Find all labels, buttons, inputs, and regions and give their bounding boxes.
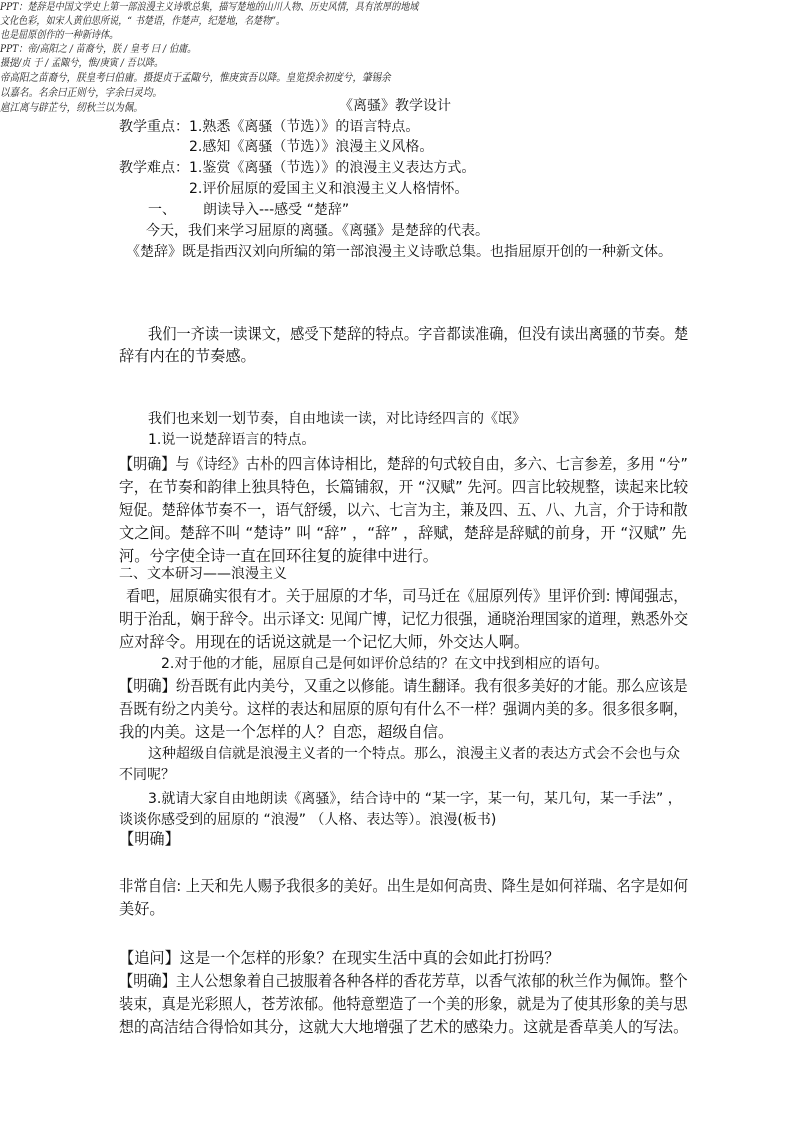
question: 1.说一说楚辞语言的特点。 — [148, 432, 316, 448]
focus-item-2: 2.感知《离骚（节选）》浪漫主义风格。 — [189, 139, 434, 155]
section-1-number: 一、 — [148, 202, 176, 218]
answer: 吾既有纷之内美兮。这样的表达和屈原的原句有什么不一样？强调内美的多。很多很多啊， — [119, 700, 688, 718]
poem-quote: 以嘉名。名余曰正则兮，字余曰灵均。 — [0, 86, 162, 99]
paragraph: 这种超级自信就是浪漫主义者的一个特点。那么，浪漫主义者的表达方式会不会也与众 — [148, 746, 680, 762]
ppt-note: 也是屈原创作的一种新诗体。 — [0, 29, 119, 41]
paragraph: 今天，我们来学习屈原的离骚。《离骚》是楚辞的代表。 — [146, 223, 489, 239]
paragraph: 应对辞令。用现在的话说这就是一个记忆大师，外交达人啊。 — [119, 633, 530, 651]
paragraph: 我们一齐读一读课文，感受下楚辞的特点。字音都读准确，但没有读出离骚的节奏。楚 — [148, 325, 689, 343]
ppt-rhythm: 摄提/贞 于 / 孟陬兮，惟/庚寅 / 吾以降。 — [0, 57, 164, 69]
paragraph: 辞有内在的节奏感。 — [119, 347, 256, 365]
section-2-title: 二、文本研习——浪漫主义 — [119, 566, 287, 582]
paragraph: 看吧，屈原确实很有才。关于屈原的才华，司马迁在《屈原列传》里评价到: 博闻强志， — [126, 587, 688, 605]
answer: 【明确】与《诗经》古朴的四言体诗相比，楚辞的句式较自由，多六、七言参差，多用 “兮” — [119, 455, 688, 473]
paragraph: 美好。 — [119, 900, 165, 918]
paragraph: 我们也来划一划节奏，自由地读一读，对比诗经四言的《氓》 — [148, 411, 526, 427]
ppt-note: 文化色彩，如宋人黄伯思所说，“ 书楚语，作楚声，纪楚地，名楚物”。 — [0, 15, 285, 27]
answer: 字，在节奏和韵律上独具特色，长篇铺叙，开 “汉赋” 先河。四言比较规整，读起来比较 — [119, 478, 689, 496]
answer: 【明确】纷吾既有此内美兮，又重之以修能。请生翻译。我有很多美好的才能。那么应该是 — [119, 677, 688, 695]
answer: 文之间。楚辞不叫 “楚诗” 叫 “辞” ，“辞” ，辞赋，楚辞是辞赋的前身，开 “汉赋” 先 — [119, 524, 687, 542]
difficulty-item-2: 2.评价屈原的爱国主义和浪漫主义人格情怀。 — [189, 181, 469, 197]
answer: 想的高洁结合得恰如其分，这就大大地增强了艺术的感染力。这就是香草美人的写法。 — [119, 1018, 689, 1036]
paragraph: 明于治乱，娴于辞令。出示译文: 见闻广博，记忆力很强，通晓治理国家的道理，熟悉外交 — [119, 610, 689, 628]
answer-label: 【明确】 — [119, 830, 180, 848]
question: 2.对于他的才能，屈原自己是何如评价总结的？在文中找到相应的语句。 — [161, 656, 609, 672]
ppt-rhythm: PPT：帝/高阳之 / 苗裔兮，朕 / 皇考 曰 / 伯庸。 — [0, 43, 197, 55]
ppt-note: PPT：楚辞是中国文学史上第一部浪漫主义诗歌总集，描写楚地的山川人物、历史风情，具有浓厚的地域 — [0, 1, 419, 13]
focus-label: 教学重点： — [119, 119, 189, 135]
answer: 短促。楚辞体节奏不一，语气舒缓，以六、七言为主，兼及四、五、八、九言，介于诗和散 — [119, 501, 688, 519]
question: 谈谈你感受到的屈原的 “浪漫” （人格、表达等）。浪漫(板书) — [119, 812, 497, 828]
paragraph: 不同呢？ — [119, 767, 175, 783]
follow-up-question: 【追问】这是一个怎样的形象？在现实生活中真的会如此打扮吗？ — [119, 949, 560, 967]
answer: 【明确】主人公想象着自己披服着各种各样的香花芳草，以香气浓郁的秋兰作为佩饰。整个 — [119, 972, 688, 990]
difficulty-label: 教学难点： — [119, 160, 189, 176]
doc-title: 《离骚》教学设计 — [339, 98, 451, 114]
answer: 河。兮字使全诗一直在回环往复的旋律中进行。 — [119, 547, 438, 565]
difficulty-item-1: 1.鉴赏《离骚（节选）》的浪漫主义表达方式。 — [189, 160, 476, 176]
poem-quote: 帝高阳之苗裔兮，朕皇考曰伯庸。摄提贞于孟陬兮，惟庚寅吾以降。皇览揆余初度兮，肇锡余 — [0, 71, 391, 84]
answer: 装束，真是光彩照人，苍芳浓郁。他特意塑造了一个美的形象，就是为了使其形象的美与思 — [119, 995, 688, 1013]
paragraph: 《楚辞》既是指西汉刘向所编的第一部浪漫主义诗歌总集。也指屈原开创的一种新文体。 — [126, 244, 672, 260]
section-1-title: 朗读导入---感受 “楚辞” — [203, 202, 350, 218]
question: 3.就请大家自由地朗读《离骚》，结合诗中的 “某一字，某一句，某几句，某一手法” ， — [148, 791, 682, 807]
paragraph: 非常自信: 上天和先人赐予我很多的美好。出生是如何高贵、降生是如何祥瑞、名字是如何 — [119, 877, 689, 895]
poem-quote: 扈江离与辟芷兮，纫秋兰以为佩。 — [0, 101, 143, 114]
focus-item-1: 1.熟悉《离骚（节选）》的语言特点。 — [189, 119, 420, 135]
answer: 我的内美。这是一个怎样的人？自恋，超级自信。 — [119, 723, 454, 741]
